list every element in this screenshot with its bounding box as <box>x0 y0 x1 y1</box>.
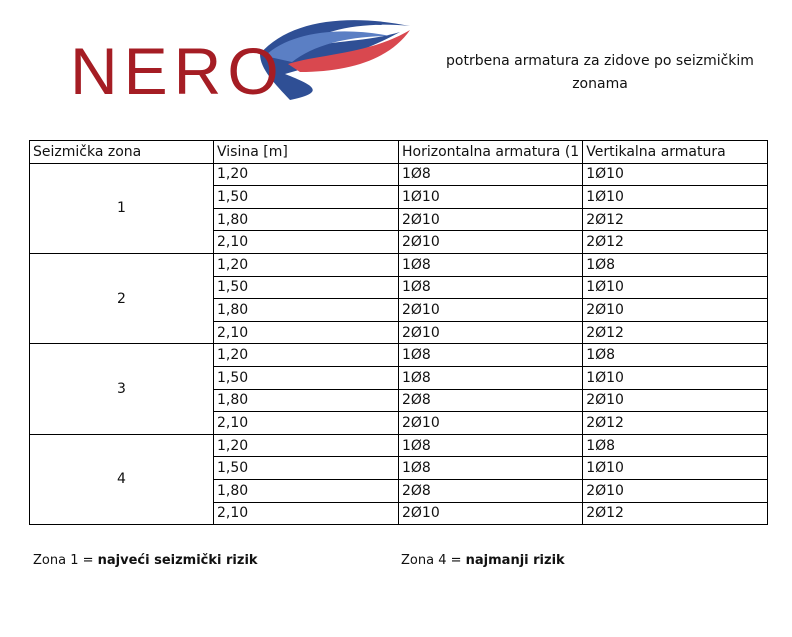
table-row <box>30 434 768 457</box>
reinforcement-table <box>29 140 768 525</box>
note-bold: najveći seizmički rizik <box>97 553 258 568</box>
height-cell: 1,20 <box>214 434 399 457</box>
logo-text: NERO <box>70 34 285 108</box>
horizontal-rebar-cell: 2Ø8 <box>399 479 583 502</box>
note-bold: najmanji rizik <box>465 553 565 568</box>
vertical-rebar-cell: 1Ø8 <box>583 434 768 457</box>
note-zone-1 <box>33 553 258 568</box>
horizontal-rebar-cell: 1Ø8 <box>399 276 583 299</box>
horizontal-rebar-cell: 1Ø8 <box>399 434 583 457</box>
horizontal-rebar-cell: 1Ø8 <box>399 253 583 276</box>
table-header-row <box>30 141 768 164</box>
height-cell: 1,80 <box>214 208 399 231</box>
vertical-rebar-cell: 2Ø10 <box>583 299 768 322</box>
height-cell: 1,80 <box>214 389 399 412</box>
horizontal-rebar-cell: 1Ø8 <box>399 366 583 389</box>
table-row <box>30 344 768 367</box>
nero-logo <box>60 14 420 108</box>
height-cell: 1,50 <box>214 186 399 209</box>
vertical-rebar-cell: 1Ø10 <box>583 163 768 186</box>
height-cell: 2,10 <box>214 412 399 435</box>
vertical-rebar-cell: 2Ø10 <box>583 389 768 412</box>
horizontal-rebar-cell: 2Ø10 <box>399 412 583 435</box>
height-cell: 1,80 <box>214 299 399 322</box>
vertical-rebar-cell: 1Ø10 <box>583 457 768 480</box>
horizontal-rebar-cell: 2Ø10 <box>399 208 583 231</box>
height-cell: 1,80 <box>214 479 399 502</box>
horizontal-rebar-cell: 2Ø10 <box>399 502 583 525</box>
page-title <box>430 50 770 96</box>
vertical-rebar-cell: 2Ø12 <box>583 208 768 231</box>
vertical-rebar-cell: 1Ø8 <box>583 253 768 276</box>
height-cell: 1,20 <box>214 253 399 276</box>
column-header: Visina [m] <box>214 141 399 164</box>
column-header: Vertikalna armatura <box>583 141 768 164</box>
table-row <box>30 163 768 186</box>
horizontal-rebar-cell: 1Ø8 <box>399 457 583 480</box>
height-cell: 1,20 <box>214 344 399 367</box>
column-header: Horizontalna armatura (1 <box>399 141 583 164</box>
height-cell: 1,50 <box>214 276 399 299</box>
vertical-rebar-cell: 2Ø12 <box>583 321 768 344</box>
height-cell: 2,10 <box>214 321 399 344</box>
horizontal-rebar-cell: 1Ø8 <box>399 163 583 186</box>
column-header: Seizmička zona <box>30 141 214 164</box>
horizontal-rebar-cell: 2Ø10 <box>399 231 583 254</box>
height-cell: 1,20 <box>214 163 399 186</box>
horizontal-rebar-cell: 2Ø10 <box>399 299 583 322</box>
zone-cell: 1 <box>30 163 214 253</box>
vertical-rebar-cell: 2Ø10 <box>583 479 768 502</box>
vertical-rebar-cell: 1Ø10 <box>583 186 768 209</box>
horizontal-rebar-cell: 2Ø8 <box>399 389 583 412</box>
note-zone-4 <box>401 553 565 568</box>
note-prefix: Zona 4 = <box>401 553 466 568</box>
title-line-2: zonama <box>572 76 628 92</box>
height-cell: 1,50 <box>214 366 399 389</box>
horizontal-rebar-cell: 1Ø8 <box>399 344 583 367</box>
note-prefix: Zona 1 = <box>33 553 98 568</box>
height-cell: 1,50 <box>214 457 399 480</box>
vertical-rebar-cell: 2Ø12 <box>583 412 768 435</box>
vertical-rebar-cell: 2Ø12 <box>583 231 768 254</box>
title-line-1: potrbena armatura za zidove po seizmičkim <box>446 53 754 69</box>
zone-cell: 4 <box>30 434 214 524</box>
vertical-rebar-cell: 1Ø10 <box>583 366 768 389</box>
vertical-rebar-cell: 2Ø12 <box>583 502 768 525</box>
horizontal-rebar-cell: 2Ø10 <box>399 321 583 344</box>
table-row <box>30 253 768 276</box>
height-cell: 2,10 <box>214 231 399 254</box>
horizontal-rebar-cell: 1Ø10 <box>399 186 583 209</box>
zone-cell: 2 <box>30 253 214 343</box>
vertical-rebar-cell: 1Ø8 <box>583 344 768 367</box>
vertical-rebar-cell: 1Ø10 <box>583 276 768 299</box>
height-cell: 2,10 <box>214 502 399 525</box>
zone-cell: 3 <box>30 344 214 434</box>
